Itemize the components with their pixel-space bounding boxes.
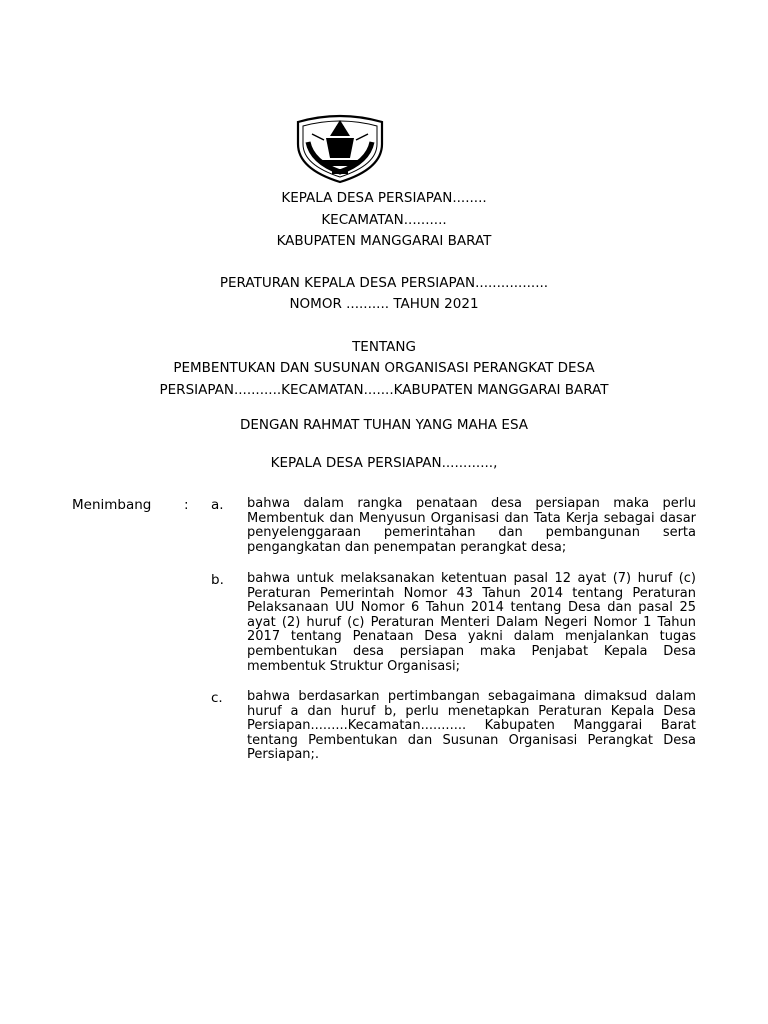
subject-heading: TENTANG: [352, 339, 416, 355]
subject-line-2: PERSIAPAN...........KECAMATAN.......KABUPATEN MANGGARAI BARAT: [159, 382, 609, 398]
consideration-letter-a: a.: [211, 497, 224, 513]
invocation: DENGAN RAHMAT TUHAN YANG MAHA ESA: [239, 417, 529, 433]
consideration-letter-b: b.: [211, 572, 224, 588]
considerations-label: Menimbang: [72, 497, 152, 513]
consideration-text-a: bahwa dalam rangka penataan desa persiapan maka perlu Membentuk dan Menyusun Organisasi dan Tata Kerja sebagai dasar penyelenggaraan pemerintahan dan pembangunan serta pengangkatan dan penempatan perangkat desa;: [247, 496, 696, 555]
regulation-number: NOMOR .......... TAHUN 2021: [289, 296, 479, 312]
district-name: KECAMATAN..........: [321, 212, 447, 228]
subject-line-1: PEMBENTUKAN DAN SUSUNAN ORGANISASI PERANGKAT DESA: [173, 360, 595, 376]
consideration-text-b: bahwa untuk melaksanakan ketentuan pasal 12 ayat (7) huruf (c) Peraturan Pemerintah Nomor 43 Tahun 2014 tentang Peraturan Pelaksanaan UU Nomor 6 Tahun 2014 tentang Desa dan pasal 25 ayat (2) huruf (c) Peraturan Menteri Dalam Negeri Nomor 1 Tahun 2017 tentang Penataan Desa yakni dalam menjalankan tugas pembentukan desa persiapan maka Penjabat Kepala Desa membentuk Struktur Organisasi;: [247, 571, 696, 674]
regency-emblem-logo: [290, 114, 390, 184]
considerations-colon: :: [184, 497, 189, 513]
authority-line: KEPALA DESA PERSIAPAN............,: [270, 455, 498, 471]
issuer-title: KEPALA DESA PERSIAPAN........: [281, 190, 487, 206]
consideration-letter-c: c.: [211, 690, 223, 706]
regulation-title: PERATURAN KEPALA DESA PERSIAPAN.................: [219, 275, 549, 291]
regency-name: KABUPATEN MANGGARAI BARAT: [276, 233, 492, 249]
consideration-text-c: bahwa berdasarkan pertimbangan sebagaimana dimaksud dalam huruf a dan huruf b, perlu menetapkan Peraturan Kepala Desa Persiapan.........Kecamatan........... Kabupaten Manggarai Barat tentang Pembentukan dan Susunan Organisasi Perangkat Desa Persiapan;.: [247, 689, 696, 763]
